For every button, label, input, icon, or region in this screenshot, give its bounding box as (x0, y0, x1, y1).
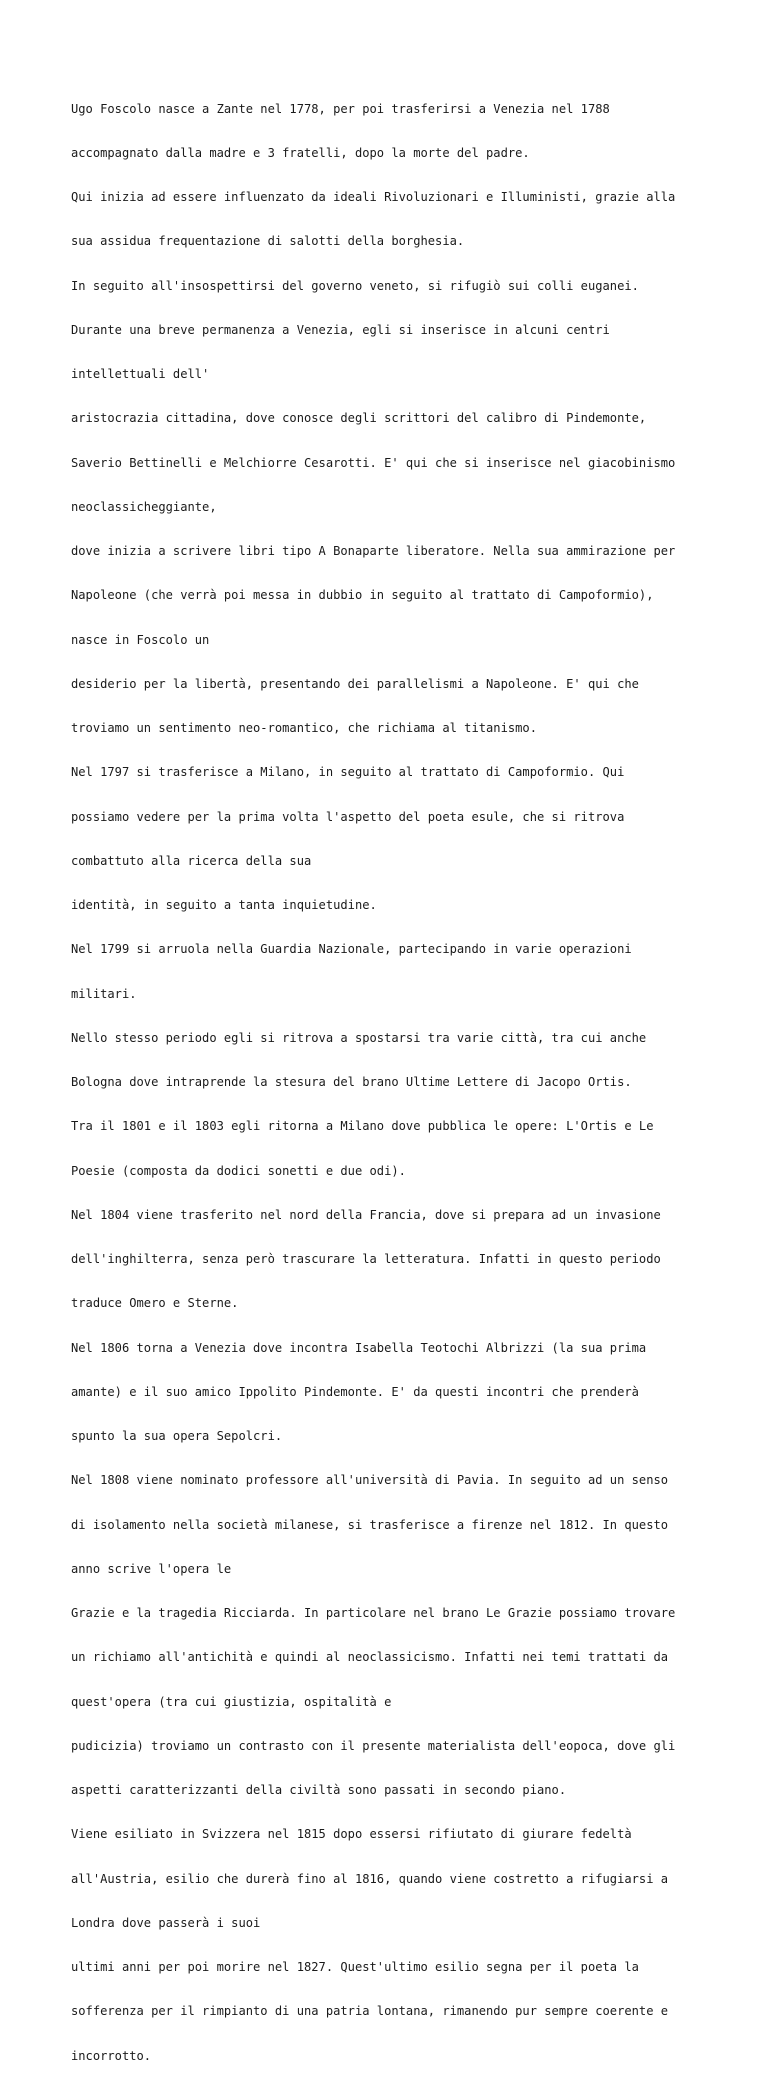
text-line: aristocrazia cittadina, dove conosce degli scrittori del calibro di Pindemonte, (71, 411, 647, 426)
text-line: Napoleone (che verrà poi messa in dubbio in seguito al trattato di Campoformio), (71, 588, 654, 603)
text-line: Londra dove passerà i suoi (71, 1915, 261, 1930)
text-line: Viene esiliato in Svizzera nel 1815 dopo essersi rifiutato di giurare fedeltà (71, 1827, 632, 1842)
text-line: possiamo vedere per la prima volta l'aspetto del poeta esule, che si ritrova (71, 809, 625, 824)
text-line: sua assidua frequentazione di salotti della borghesia. (71, 234, 465, 249)
text-line: Poesie (composta da dodici sonetti e due odi). (71, 1163, 406, 1178)
text-line: Bologna dove intraprende la stesura del brano Ultime Lettere di Jacopo Ortis. (71, 1075, 632, 1089)
text-line: troviamo un sentimento neo-romantico, che richiama al titanismo. (71, 721, 537, 735)
text-line: amante) e il suo amico Ippolito Pindemonte. E' da questi incontri che prenderà (71, 1384, 639, 1399)
text-line: desiderio per la libertà, presentando dei parallelismi a Napoleone. E' qui che (71, 676, 639, 691)
text-line: ultimi anni per poi morire nel 1827. Quest'ultimo esilio segna per il poeta la (71, 1960, 639, 1974)
text-line: neoclassicheggiante, (71, 499, 217, 514)
text-line: Tra il 1801 e il 1803 egli ritorna a Milano dove pubblica le opere: L'Ortis e Le (71, 1119, 654, 1134)
text-line: Qui inizia ad essere influenzato da ideali Rivoluzionari e Illuministi, grazie alla (71, 190, 676, 204)
text-line: Nel 1797 si trasferisce a Milano, in seguito al trattato di Campoformio. Qui (71, 765, 625, 780)
text-line: anno scrive l'opera le (71, 1561, 232, 1576)
text-line: sofferenza per il rimpianto di una patria lontana, rimanendo pur sempre coerente e (71, 2004, 669, 2019)
text-line: In seguito all'insospettirsi del governo veneto, si rifugiò sui colli euganei. (71, 278, 639, 293)
document-body-text (71, 72, 711, 2093)
text-line: Nel 1804 viene trasferito nel nord della Francia, dove si prepara ad un invasione (71, 1207, 661, 1222)
text-line: accompagnato dalla madre e 3 fratelli, dopo la morte del padre. (71, 145, 530, 160)
text-line: militari. (71, 986, 137, 1001)
text-line: un richiamo all'antichità e quindi al neoclassicismo. Infatti nei temi trattati da (71, 1650, 669, 1665)
text-line: incorrotto. (71, 2048, 152, 2063)
text-line: quest'opera (tra cui giustizia, ospitalità e (71, 1694, 392, 1709)
text-line: Ugo Foscolo nasce a Zante nel 1778, per poi trasferirsi a Venezia nel 1788 (71, 101, 610, 116)
text-line: spunto la sua opera Sepolcri. (71, 1429, 283, 1443)
text-line: combattuto alla ricerca della sua (71, 853, 312, 868)
text-line: aspetti caratterizzanti della civiltà sono passati in secondo piano. (71, 1783, 567, 1797)
text-line: Grazie e la tragedia Ricciarda. In particolare nel brano Le Grazie possiamo trovare (71, 1606, 676, 1620)
text-line: intellettuali dell' (71, 367, 210, 381)
text-line: dove inizia a scrivere libri tipo A Bonaparte liberatore. Nella sua ammirazione per (71, 544, 676, 558)
text-line: Nello stesso periodo egli si ritrova a spostarsi tra varie città, tra cui anche (71, 1030, 647, 1045)
text-line: Durante una breve permanenza a Venezia, egli si inserisce in alcuni centri (71, 322, 610, 337)
text-line: Nel 1799 si arruola nella Guardia Nazionale, partecipando in varie operazioni (71, 942, 632, 957)
text-line: nasce in Foscolo un (71, 632, 210, 647)
text-line: Nel 1806 torna a Venezia dove incontra Isabella Teotochi Albrizzi (la sua prima (71, 1340, 647, 1355)
text-line: di isolamento nella società milanese, si trasferisce a firenze nel 1812. In questo (71, 1517, 669, 1532)
text-line: dell'inghilterra, senza però trascurare la letteratura. Infatti in questo periodo (71, 1252, 661, 1266)
text-line: identità, in seguito a tanta inquietudine. (71, 898, 377, 912)
text-line: all'Austria, esilio che durerà fino al 1816, quando viene costretto a rifugiarsi a (71, 1871, 669, 1886)
text-line: traduce Omero e Sterne. (71, 1296, 239, 1311)
text-line: Nel 1808 viene nominato professore all'università di Pavia. In seguito ad un senso (71, 1473, 669, 1488)
text-line: Saverio Bettinelli e Melchiorre Cesarotti. E' qui che si inserisce nel giacobinismo (71, 455, 676, 470)
text-line: pudicizia) troviamo un contrasto con il presente materialista dell'eopoca, dove gli (71, 1738, 676, 1753)
